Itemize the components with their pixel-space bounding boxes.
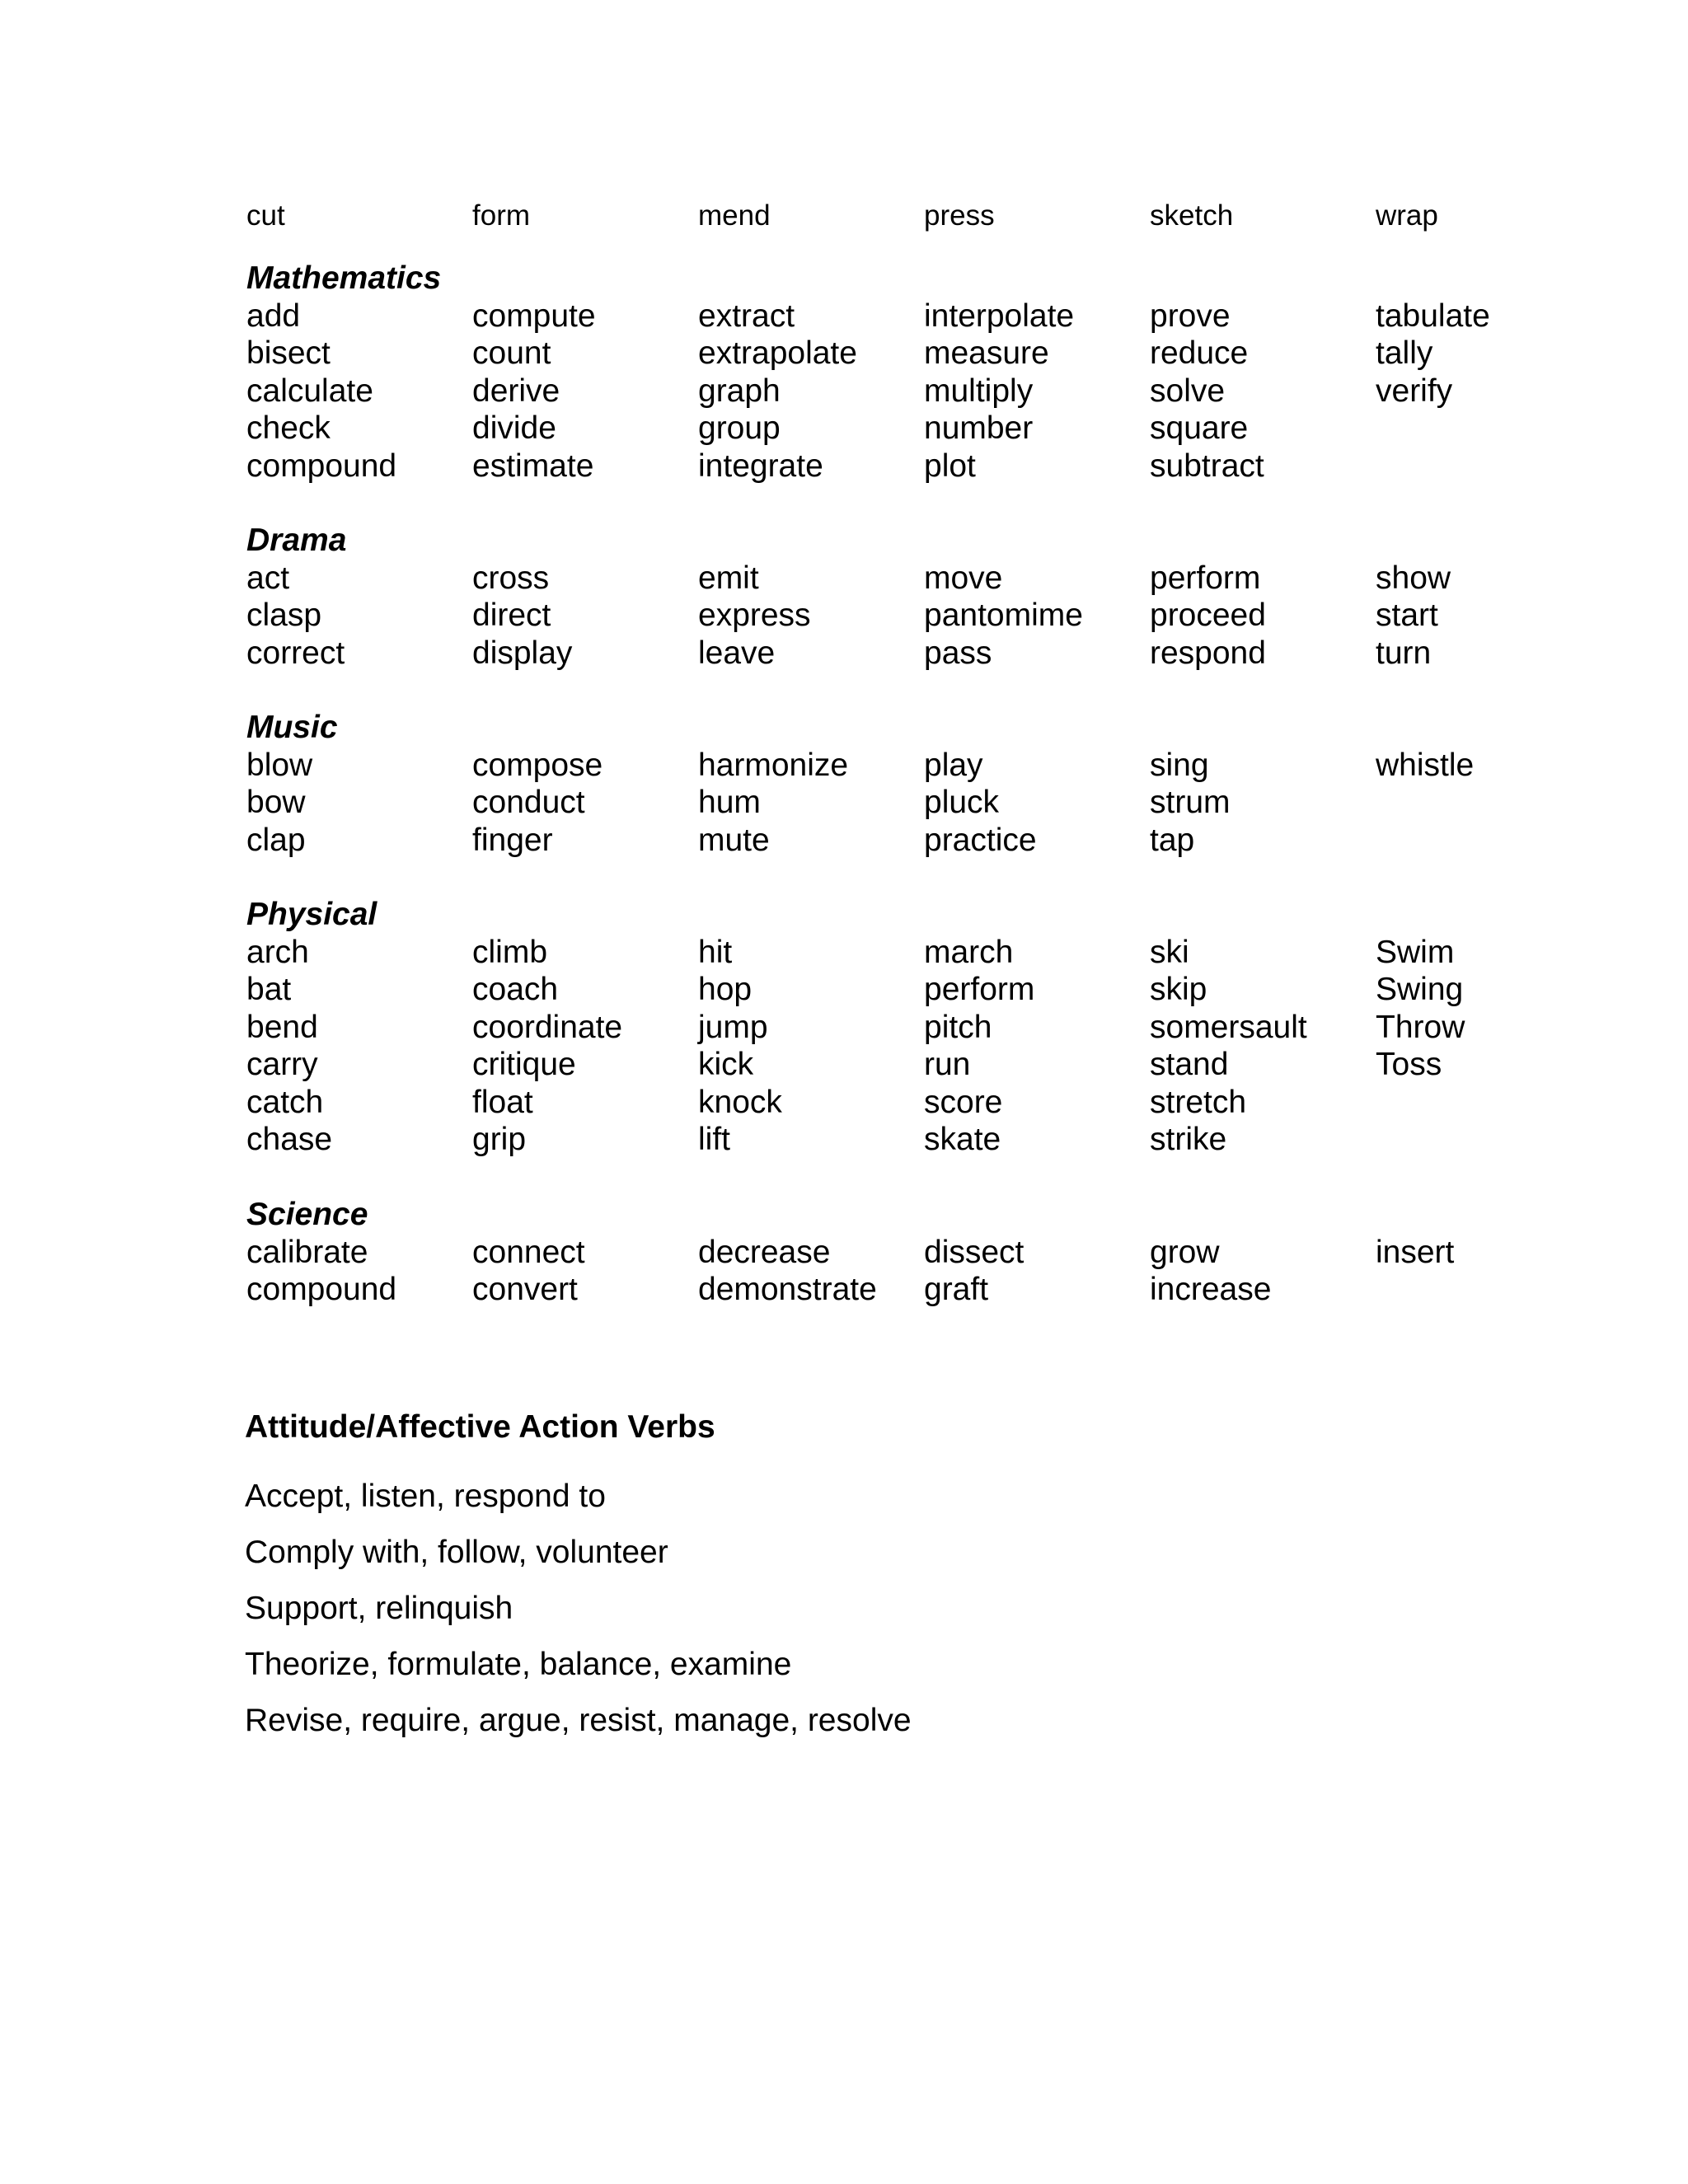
verb-item: increase [1150,1272,1272,1307]
verb-item: turn [1376,635,1432,671]
category-heading: Music [246,710,338,745]
verb-item: derive [472,373,560,409]
verb-item: whistle [1376,747,1475,783]
verb-item: express [698,598,811,633]
verb-item: somersault [1150,1009,1307,1045]
verb-item: reduce [1150,335,1249,371]
verb-item: divide [472,410,556,446]
verb-item: jump [698,1009,768,1045]
affective-line: Revise, require, argue, resist, manage, resolve [245,1703,912,1738]
verb-item: check [246,410,331,446]
verb-item: proceed [1150,598,1266,633]
category-heading: Science [246,1197,368,1232]
verb-item: convert [472,1272,578,1307]
verb-item: finger [472,822,553,858]
affective-section-title: Attitude/Affective Action Verbs [245,1409,715,1445]
verb-item: bend [246,1009,318,1045]
verb-item: square [1150,410,1249,446]
verb-item: solve [1150,373,1226,409]
verb-item: blow [246,747,313,783]
verb-item: group [698,410,781,446]
verb-item: perform [924,972,1035,1007]
verb-item: tabulate [1376,298,1490,334]
verb-item: march [924,934,1014,970]
verb-item: strum [1150,785,1231,820]
verb-item: mend [698,199,771,232]
verb-item: act [246,560,290,596]
verb-item: cut [246,199,285,232]
verb-item: play [924,747,983,783]
verb-item: number [924,410,1034,446]
verb-item: count [472,335,551,371]
verb-item: compound [246,448,397,484]
verb-item: practice [924,822,1037,858]
verb-item: Swing [1376,972,1464,1007]
verb-item: Throw [1376,1009,1465,1045]
verb-item: pass [924,635,992,671]
verb-item: climb [472,934,548,970]
verb-item: chase [246,1122,333,1157]
verb-item: show [1376,560,1451,596]
verb-item: correct [246,635,345,671]
verb-item: compose [472,747,603,783]
verb-item: calculate [246,373,373,409]
affective-line: Theorize, formulate, balance, examine [245,1647,792,1682]
verb-item: harmonize [698,747,849,783]
verb-item: leave [698,635,776,671]
verb-item: hum [698,785,761,820]
verb-item: add [246,298,301,334]
verb-item: coach [472,972,559,1007]
verb-item: interpolate [924,298,1075,334]
verb-item: strike [1150,1122,1227,1157]
verb-item: graph [698,373,781,409]
verb-item: connect [472,1234,585,1270]
verb-item: emit [698,560,759,596]
verb-item: graft [924,1272,989,1307]
verb-item: kick [698,1047,754,1082]
verb-item: skip [1150,972,1207,1007]
verb-item: extrapolate [698,335,857,371]
verb-item: pitch [924,1009,992,1045]
verb-item: arch [246,934,309,970]
verb-item: pluck [924,785,1000,820]
verb-item: measure [924,335,1049,371]
verb-item: pantomime [924,598,1083,633]
verb-item: bat [246,972,292,1007]
verb-item: move [924,560,1003,596]
verb-item: tap [1150,822,1195,858]
verb-item: dissect [924,1234,1025,1270]
verb-item: Swim [1376,934,1455,970]
verb-item: tally [1376,335,1433,371]
verb-item: hit [698,934,733,970]
verb-item: grow [1150,1234,1220,1270]
verb-item: press [924,199,995,232]
verb-item: conduct [472,785,585,820]
verb-item: grip [472,1122,527,1157]
verb-item: subtract [1150,448,1264,484]
verb-item: compound [246,1272,397,1307]
affective-line: Support, relinquish [245,1591,513,1626]
verb-item: calibrate [246,1234,368,1270]
category-heading: Physical [246,897,377,932]
verb-item: insert [1376,1234,1455,1270]
verb-item: respond [1150,635,1266,671]
verb-item: score [924,1084,1003,1120]
verb-item: form [472,199,530,232]
verb-item: decrease [698,1234,831,1270]
verb-item: knock [698,1084,782,1120]
verb-item: stand [1150,1047,1229,1082]
verb-item: stretch [1150,1084,1247,1120]
verb-item: hop [698,972,753,1007]
verb-item: extract [698,298,795,334]
verb-item: catch [246,1084,324,1120]
verb-item: wrap [1376,199,1438,232]
verb-item: ski [1150,934,1189,970]
verb-item: carry [246,1047,318,1082]
verb-item: direct [472,598,551,633]
verb-item: bisect [246,335,331,371]
verb-item: estimate [472,448,594,484]
verb-item: mute [698,822,770,858]
verb-item: sketch [1150,199,1234,232]
verb-item: Toss [1376,1047,1442,1082]
verb-item: skate [924,1122,1001,1157]
verb-item: compute [472,298,596,334]
verb-item: cross [472,560,550,596]
category-heading: Mathematics [246,260,442,296]
verb-item: clap [246,822,306,858]
verb-item: display [472,635,573,671]
verb-item: lift [698,1122,730,1157]
verb-item: float [472,1084,533,1120]
verb-item: integrate [698,448,823,484]
affective-line: Comply with, follow, volunteer [245,1535,668,1570]
verb-item: start [1376,598,1438,633]
verb-item: demonstrate [698,1272,877,1307]
verb-item: multiply [924,373,1034,409]
category-heading: Drama [246,523,347,558]
verb-item: perform [1150,560,1261,596]
verb-item: sing [1150,747,1209,783]
verb-item: verify [1376,373,1453,409]
verb-item: prove [1150,298,1231,334]
verb-item: run [924,1047,971,1082]
verb-item: plot [924,448,976,484]
verb-item: bow [246,785,306,820]
verb-item: clasp [246,598,322,633]
verb-item: critique [472,1047,576,1082]
affective-line: Accept, listen, respond to [245,1479,606,1514]
verb-item: coordinate [472,1009,623,1045]
